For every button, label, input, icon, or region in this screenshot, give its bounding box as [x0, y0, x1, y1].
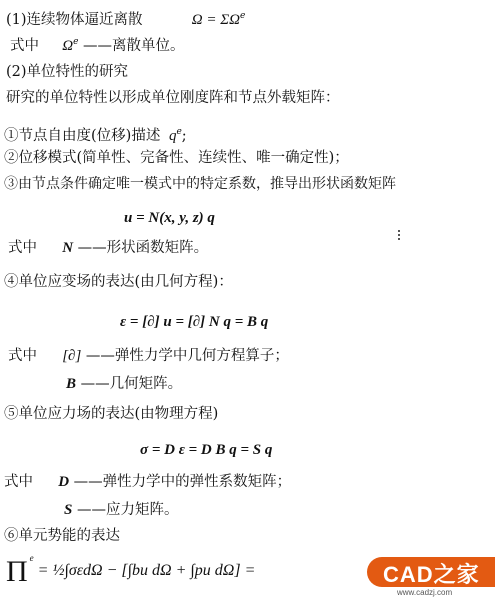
item-2: ②位移模式(简单性、完备性、连续性、唯一确定性)； — [4, 150, 349, 166]
equation-strain: ε = [∂] u = [∂] N q = B q — [120, 314, 269, 330]
cad-home-watermark — [357, 553, 497, 599]
paragraph-intro: 研究的单位特性以形成单位刚度阵和节点外载矩阵： — [6, 90, 340, 106]
section-2-heading: (2)单位特性的研究 — [6, 64, 129, 80]
item-6: ⑥单元势能的表达 — [4, 528, 120, 544]
watermark-text: CAD之家 — [383, 562, 480, 587]
section-1-heading: (1)连续物体逼近离散 $\Omega = \Sigma\Omega^e$ — [6, 11, 246, 28]
equation-displacement: u = N(x, y, z) q — [124, 210, 215, 226]
item-1: ①节点自由度(位移)描述 $q^e$; — [4, 127, 187, 144]
item-3: ③由节点条件确定唯一模式中的特定系数，推导出形状函数矩阵 — [4, 176, 396, 192]
heading-text: (1)连续物体逼近离散 — [6, 11, 143, 28]
sum-equation: Ω = ΣΩ — [191, 11, 240, 28]
item-5: ⑤单位应力场的表达(由物理方程) — [4, 406, 219, 422]
definition-B: B ——几何矩阵。 — [66, 376, 183, 392]
definition-operator: 式中 [∂] ——弹性力学中几何方程算子； — [8, 348, 289, 364]
definition-S: S ——应力矩阵。 — [64, 502, 179, 518]
equation-stress: σ = D ε = D B q = S q — [140, 442, 273, 458]
item-4: ④单位应变场的表达(由几何方程)： — [4, 274, 233, 290]
definition-D: 式中 D ——弹性力学中的弹性系数矩阵； — [4, 474, 292, 490]
definition-omega: 式中 $\Omega^e$ ——离散单位。 — [10, 37, 185, 54]
equation-potential-energy: Π $^e$ = ½∫σεdΩ − [∫bu dΩ + ∫pu dΩ] = — [6, 553, 256, 588]
scan-speck — [398, 230, 402, 240]
watermark-url: www.cadzj.com — [397, 588, 453, 597]
definition-N: 式中 N ——形状函数矩阵。 — [8, 240, 209, 256]
